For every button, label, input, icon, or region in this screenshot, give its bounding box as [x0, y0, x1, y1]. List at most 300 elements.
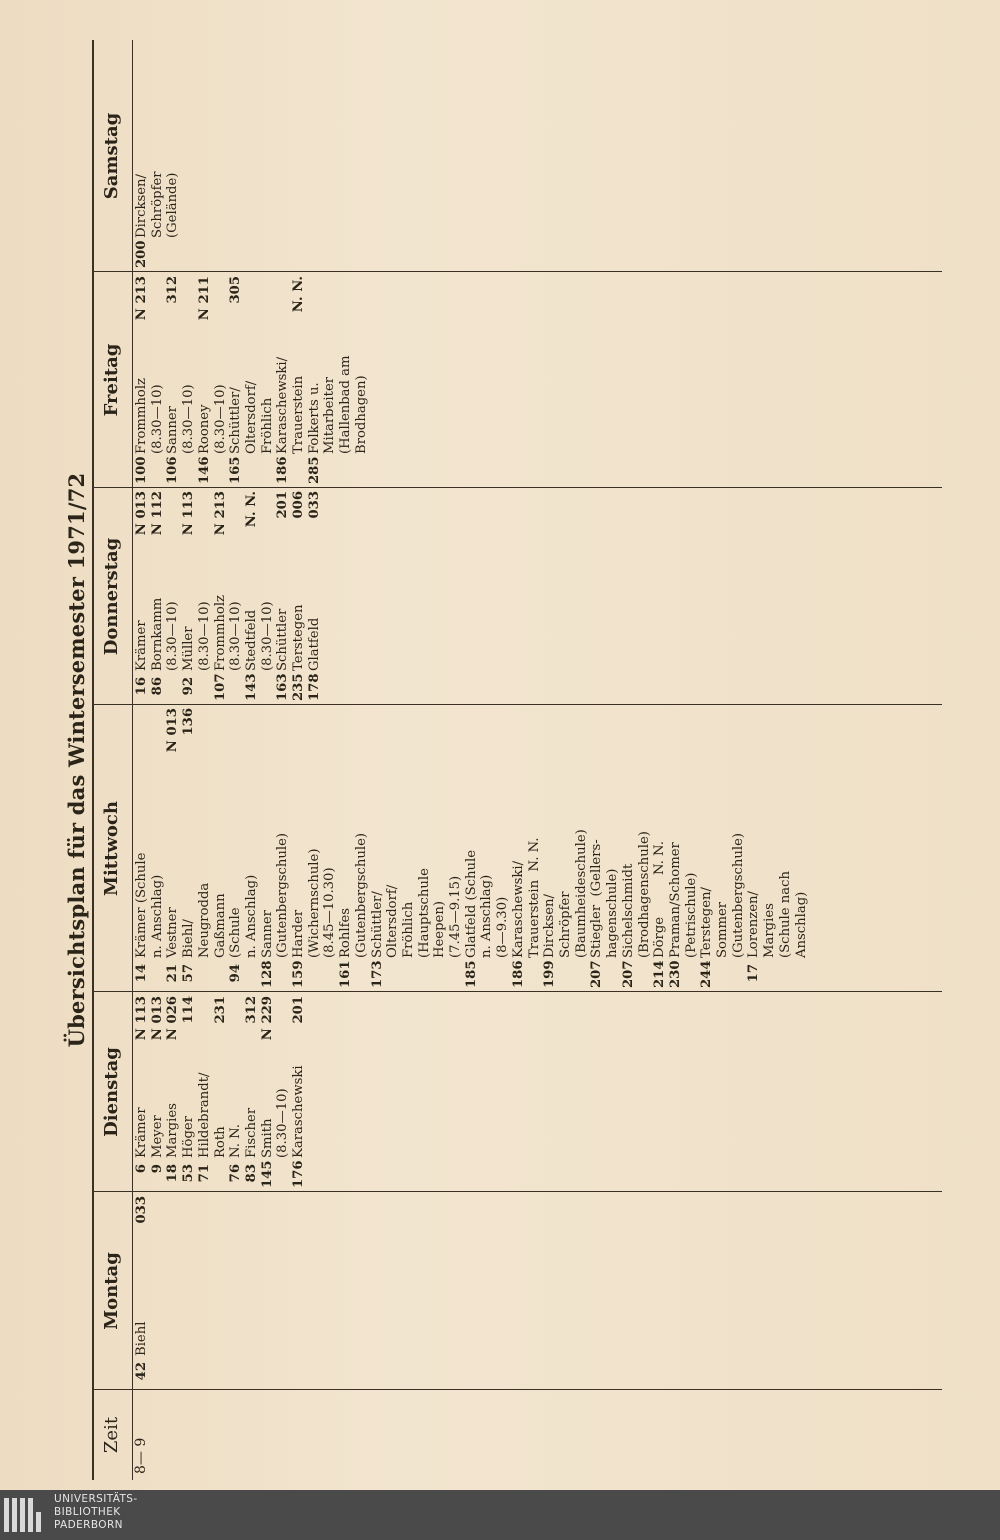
course-room: N 213 — [134, 276, 149, 321]
course-room — [213, 276, 229, 336]
header-mittwoch: Mittwoch — [101, 801, 122, 896]
course-lecturer: (Petrischule) — [683, 872, 699, 958]
course-lecturer: Schröpfer — [149, 171, 165, 238]
schedule-entry — [637, 708, 653, 988]
schedule-entry — [150, 708, 166, 988]
course-room: N. N. — [243, 491, 259, 528]
course-lecturer: Schüttler/ — [228, 387, 244, 454]
course-number — [479, 958, 495, 988]
course-lecturer: Krämer (Schule — [134, 852, 149, 958]
course-room — [181, 276, 197, 336]
schedule-entry — [479, 708, 495, 988]
course-room — [150, 276, 166, 336]
schedule-entry — [150, 276, 166, 484]
course-room — [511, 708, 527, 768]
schedule-entry — [244, 491, 260, 701]
course-lecturer: hagenschule) — [605, 868, 621, 958]
course-room — [699, 708, 715, 768]
schedule-entry — [260, 708, 276, 988]
course-lecturer: (8.30—10) — [149, 384, 165, 454]
course-room — [448, 708, 464, 768]
course-number — [213, 958, 229, 988]
schedule-entry — [354, 708, 370, 988]
course-room: 305 — [228, 276, 244, 304]
course-number: 159 — [291, 960, 307, 988]
schedule-entry — [181, 276, 197, 484]
course-room: N 213 — [212, 491, 228, 536]
course-room — [746, 708, 762, 768]
schedule-entry — [527, 708, 543, 988]
course-number — [338, 454, 354, 484]
course-room — [260, 491, 276, 551]
course-room: 201 — [291, 996, 307, 1024]
schedule-entry — [291, 491, 307, 701]
course-number — [244, 454, 260, 484]
course-room — [385, 708, 401, 768]
course-number — [637, 958, 653, 988]
course-room — [731, 708, 747, 768]
course-room — [527, 708, 543, 768]
course-room: 006 — [291, 491, 307, 519]
course-number: 200 — [134, 240, 149, 268]
course-room: 312 — [165, 276, 181, 304]
course-room — [479, 708, 495, 768]
course-number — [197, 958, 213, 988]
course-lecturer: Terstegen/ — [699, 887, 715, 958]
course-lecturer: Rohlfes — [338, 907, 354, 958]
course-lecturer: (7.45—9.15) — [448, 875, 464, 958]
schedule-entry — [260, 276, 276, 484]
course-number — [165, 238, 181, 268]
course-lecturer: n. Anschlag) — [479, 874, 495, 958]
course-room: 033 — [306, 491, 322, 519]
course-lecturer: (Baumheideschule) — [573, 829, 589, 958]
course-number: 143 — [243, 673, 259, 701]
freitag-column — [134, 276, 370, 484]
document-title: Übersichtsplan für das Wintersemester 1971/72 — [64, 472, 89, 1048]
course-lecturer: Müller — [181, 626, 197, 671]
course-room — [134, 44, 150, 104]
schedule-entry — [244, 276, 260, 484]
course-room — [197, 996, 213, 1056]
course-lecturer: Karaschewski/ — [510, 860, 526, 958]
course-number: 57 — [181, 964, 197, 983]
course-room — [307, 708, 323, 768]
course-room — [275, 996, 291, 1056]
schedule-entry — [338, 276, 354, 484]
schedule-entry — [165, 44, 181, 268]
divider-dienstag — [92, 991, 942, 992]
course-number: 100 — [134, 456, 149, 484]
schedule-entry — [762, 708, 778, 988]
course-number: 199 — [542, 960, 558, 988]
course-number — [354, 454, 370, 484]
course-room: N 211 — [196, 276, 212, 321]
course-lecturer: Brodhagen) — [353, 375, 369, 454]
schedule-entry — [307, 276, 323, 484]
donnerstag-column — [134, 491, 322, 701]
course-number — [715, 958, 731, 988]
course-number — [150, 454, 166, 484]
course-room — [558, 708, 574, 768]
header-samstag: Samstag — [101, 112, 122, 200]
course-number — [260, 671, 276, 701]
course-lecturer: Frommholz — [134, 377, 149, 454]
course-lecturer: (Hallenbad am — [338, 355, 354, 454]
course-lecturer: (Gelände) — [165, 172, 181, 238]
schedule-entry — [448, 708, 464, 988]
course-lecturer: Trauerstein N. N. — [526, 837, 542, 958]
course-room — [275, 708, 291, 768]
course-lecturer: (8.30—10) — [196, 601, 212, 671]
course-number — [385, 958, 401, 988]
course-room — [354, 276, 370, 336]
schedule-entry — [260, 996, 276, 1188]
course-lecturer: Dircksen/ — [542, 894, 558, 958]
schedule-entry — [291, 276, 307, 484]
course-number: 165 — [228, 456, 244, 484]
course-room — [652, 708, 668, 768]
course-number — [260, 454, 276, 484]
course-room: N 026 — [165, 996, 181, 1041]
course-room — [244, 276, 260, 336]
course-number: 16 — [134, 677, 149, 696]
schedule-entry — [574, 708, 590, 988]
course-number — [228, 671, 244, 701]
course-number: 163 — [275, 673, 291, 701]
course-room — [338, 708, 354, 768]
course-number: 71 — [196, 1164, 212, 1183]
course-lecturer: (Wichernschule) — [306, 848, 322, 958]
course-number: 107 — [212, 673, 228, 701]
course-room — [354, 708, 370, 768]
course-lecturer: n. Anschlag) — [149, 874, 165, 958]
course-room — [244, 708, 260, 768]
course-room — [621, 708, 637, 768]
course-lecturer: (8—9.30) — [495, 896, 511, 958]
course-room: N. N. — [291, 276, 307, 313]
course-lecturer: (8.45—10.30) — [322, 867, 338, 958]
schedule-entry — [794, 708, 810, 988]
schedule-entry — [589, 708, 605, 988]
schedule-entry — [291, 996, 307, 1188]
schedule-entry — [228, 708, 244, 988]
schedule-entry — [511, 708, 527, 988]
course-room: 201 — [275, 491, 291, 519]
course-lecturer: (Schule nach — [777, 870, 793, 958]
course-number — [448, 958, 464, 988]
course-number — [684, 958, 700, 988]
course-lecturer: Smith — [259, 1118, 275, 1158]
course-lecturer: (Hauptschule — [416, 868, 432, 958]
schedule-entry — [715, 708, 731, 988]
course-number: 92 — [181, 677, 197, 696]
course-lecturer: Fröhlich — [259, 397, 275, 454]
course-number: 106 — [165, 456, 181, 484]
divider-freitag — [92, 271, 942, 272]
course-number — [307, 958, 323, 988]
divider-mittwoch — [92, 704, 942, 705]
course-lecturer: Oltersdorf/ — [243, 380, 259, 454]
schedule-entry — [197, 276, 213, 484]
course-lecturer: Fischer — [243, 1107, 259, 1158]
library-name — [54, 1493, 138, 1532]
schedule-entry — [731, 708, 747, 988]
course-lecturer: Krämer — [134, 1107, 149, 1158]
schedule-entry — [370, 708, 386, 988]
header-montag: Montag — [101, 1252, 122, 1330]
course-lecturer: (Gutenbergschule) — [353, 832, 369, 958]
divider-montag — [92, 1191, 942, 1192]
course-room — [197, 491, 213, 551]
schedule-entry — [134, 276, 150, 484]
schedule-entry — [558, 708, 574, 988]
course-room — [417, 708, 433, 768]
course-room: N 013 — [165, 708, 181, 753]
course-room — [165, 491, 181, 551]
course-lecturer: Sommer — [715, 901, 731, 958]
course-room — [291, 708, 307, 768]
course-lecturer: Rooney — [196, 404, 212, 454]
course-number: 176 — [291, 1160, 307, 1188]
course-lecturer: Gaßmann — [212, 893, 228, 958]
header-freitag: Freitag — [101, 343, 122, 417]
schedule-entry — [291, 708, 307, 988]
course-number — [417, 958, 433, 988]
course-lecturer: Margies — [762, 903, 778, 958]
schedule-entry — [275, 708, 291, 988]
schedule-entry — [197, 708, 213, 988]
course-number — [527, 958, 543, 988]
course-lecturer: Meyer — [149, 1115, 165, 1158]
course-number: 214 — [652, 960, 668, 988]
course-room — [307, 276, 323, 336]
divider-zeit — [92, 1389, 942, 1390]
course-number: 244 — [699, 960, 715, 988]
schedule-entry — [275, 996, 291, 1188]
schedule-entry — [244, 708, 260, 988]
course-lecturer: (8.30—10) — [212, 384, 228, 454]
course-lecturer: Dircksen/ — [134, 174, 149, 238]
course-number: 207 — [620, 960, 636, 988]
schedule-entry — [228, 491, 244, 701]
schedule-entry — [605, 708, 621, 988]
schedule-entry — [621, 708, 637, 988]
course-lecturer: Karaschewski/ — [275, 356, 291, 454]
schedule-entry — [197, 996, 213, 1188]
course-number — [150, 958, 166, 988]
course-number: 76 — [228, 1164, 244, 1183]
schedule-entry — [244, 996, 260, 1188]
schedule-entry — [464, 708, 480, 988]
course-number — [244, 958, 260, 988]
course-room — [715, 708, 731, 768]
divider-donnerstag — [92, 487, 942, 488]
course-number: 18 — [165, 1164, 181, 1183]
schedule-entry — [165, 276, 181, 484]
course-room — [275, 276, 291, 336]
course-room: 312 — [243, 996, 259, 1024]
course-room — [574, 708, 590, 768]
course-lecturer: N. N. — [228, 1124, 244, 1158]
course-room — [432, 708, 448, 768]
course-number: 14 — [134, 964, 149, 983]
schedule-entry — [668, 708, 684, 988]
course-lecturer: Glatfeld — [306, 617, 322, 671]
course-number: 161 — [338, 960, 354, 988]
course-number: 53 — [181, 1164, 197, 1183]
course-number — [354, 958, 370, 988]
course-number — [432, 958, 448, 988]
course-room — [260, 708, 276, 768]
course-number — [322, 454, 338, 484]
course-lecturer: Karaschewski — [291, 1065, 307, 1158]
course-lecturer: Krämer — [134, 620, 149, 671]
course-lecturer: (8.30—10) — [181, 384, 197, 454]
schedule-entry — [213, 996, 229, 1188]
course-room: 136 — [181, 708, 197, 736]
course-number: 128 — [259, 960, 275, 988]
course-lecturer: Schröpfer — [557, 891, 573, 958]
mittwoch-column — [134, 708, 809, 988]
course-number: 9 — [149, 1164, 165, 1174]
course-number — [794, 958, 810, 988]
schedule-entry — [134, 44, 150, 268]
schedule-table — [92, 40, 942, 1480]
course-number — [150, 238, 166, 268]
schedule-entry — [134, 491, 150, 701]
course-lecturer: (Brodhagenschule) — [636, 831, 652, 958]
course-number: 94 — [228, 964, 244, 983]
course-room — [370, 708, 386, 768]
course-lecturer: Roth — [212, 1126, 228, 1158]
schedule-entry — [275, 491, 291, 701]
course-lecturer: Trauerstein — [291, 375, 307, 454]
course-room: N 013 — [134, 491, 149, 536]
course-number: 285 — [306, 456, 322, 484]
course-room — [589, 708, 605, 768]
course-lecturer: Heepen) — [432, 901, 448, 958]
course-lecturer: Dörge N. N. — [652, 841, 668, 958]
course-lecturer: (8.30—10) — [275, 1088, 291, 1158]
schedule-entry — [699, 708, 715, 988]
course-room — [197, 708, 213, 768]
course-room — [134, 708, 150, 768]
course-room — [495, 708, 511, 768]
schedule-entry — [213, 708, 229, 988]
course-number: 173 — [369, 960, 385, 988]
header-dienstag: Dienstag — [101, 1047, 122, 1137]
course-number: 230 — [667, 960, 683, 988]
course-number: 21 — [165, 964, 181, 983]
schedule-entry — [322, 708, 338, 988]
time-slot: 8— 9 — [133, 1437, 149, 1474]
course-lecturer: Sanner — [259, 910, 275, 958]
course-number — [213, 454, 229, 484]
course-number — [213, 1158, 229, 1188]
schedule-entry — [150, 44, 166, 268]
course-number — [401, 958, 417, 988]
course-number — [731, 958, 747, 988]
course-lecturer: Stedtfeld — [243, 609, 259, 671]
course-lecturer: Harder — [291, 909, 307, 958]
course-room — [150, 44, 166, 104]
library-name-line1: UNIVERSITÄTS- — [54, 1493, 138, 1505]
course-lecturer: Vestner — [165, 907, 181, 958]
schedule-entry — [228, 276, 244, 484]
course-lecturer: Bornkamm — [149, 597, 165, 671]
course-lecturer: Neugrodda — [196, 882, 212, 958]
schedule-entry — [307, 491, 323, 701]
schedule-entry — [134, 1196, 150, 1386]
schedule-entry — [213, 276, 229, 484]
library-logo-icon — [4, 1498, 46, 1532]
course-lecturer: (8.30—10) — [165, 601, 181, 671]
course-room — [684, 708, 700, 768]
schedule-entry — [385, 708, 401, 988]
course-number — [495, 958, 511, 988]
course-number: 146 — [196, 456, 212, 484]
course-room: 033 — [134, 1196, 149, 1224]
course-number: 145 — [259, 1160, 275, 1188]
course-room — [228, 491, 244, 551]
library-name-line2: BIBLIOTHEK — [54, 1506, 121, 1518]
course-lecturer: Glatfeld (Schule — [463, 849, 479, 958]
schedule-entry — [417, 708, 433, 988]
course-room: 114 — [181, 996, 197, 1024]
course-room — [213, 708, 229, 768]
course-room — [150, 708, 166, 768]
course-number — [605, 958, 621, 988]
course-lecturer: (Schule — [228, 907, 244, 958]
course-room — [228, 708, 244, 768]
course-lecturer: Schüttler — [275, 608, 291, 671]
schedule-entry — [746, 708, 762, 988]
schedule-entry — [181, 708, 197, 988]
dienstag-column — [134, 996, 307, 1188]
course-lecturer: Praman/Schomer — [667, 842, 683, 958]
schedule-entry — [165, 491, 181, 701]
schedule-entry — [354, 276, 370, 484]
schedule-entry — [652, 708, 668, 988]
course-number — [778, 958, 794, 988]
schedule-entry — [307, 708, 323, 988]
course-number — [574, 958, 590, 988]
course-room — [637, 708, 653, 768]
course-room — [401, 708, 417, 768]
rotated-timetable-sheet — [62, 40, 942, 1480]
course-room — [668, 708, 684, 768]
course-lecturer: Sanner — [165, 406, 181, 454]
course-room — [260, 276, 276, 336]
course-number — [165, 671, 181, 701]
schedule-entry — [134, 708, 150, 988]
course-lecturer: Schüttler/ — [369, 891, 385, 958]
course-lecturer: Anschlag) — [793, 891, 809, 958]
course-number — [322, 958, 338, 988]
course-number — [181, 454, 197, 484]
schedule-entry — [165, 708, 181, 988]
library-name-line3: PADERBORN — [54, 1519, 123, 1531]
course-number: 185 — [463, 960, 479, 988]
course-number: 83 — [243, 1164, 259, 1183]
schedule-entry — [542, 708, 558, 988]
schedule-entry — [165, 996, 181, 1188]
course-number — [291, 454, 307, 484]
course-lecturer: Höger — [181, 1116, 197, 1158]
library-footer — [0, 1490, 1000, 1540]
course-number — [197, 671, 213, 701]
